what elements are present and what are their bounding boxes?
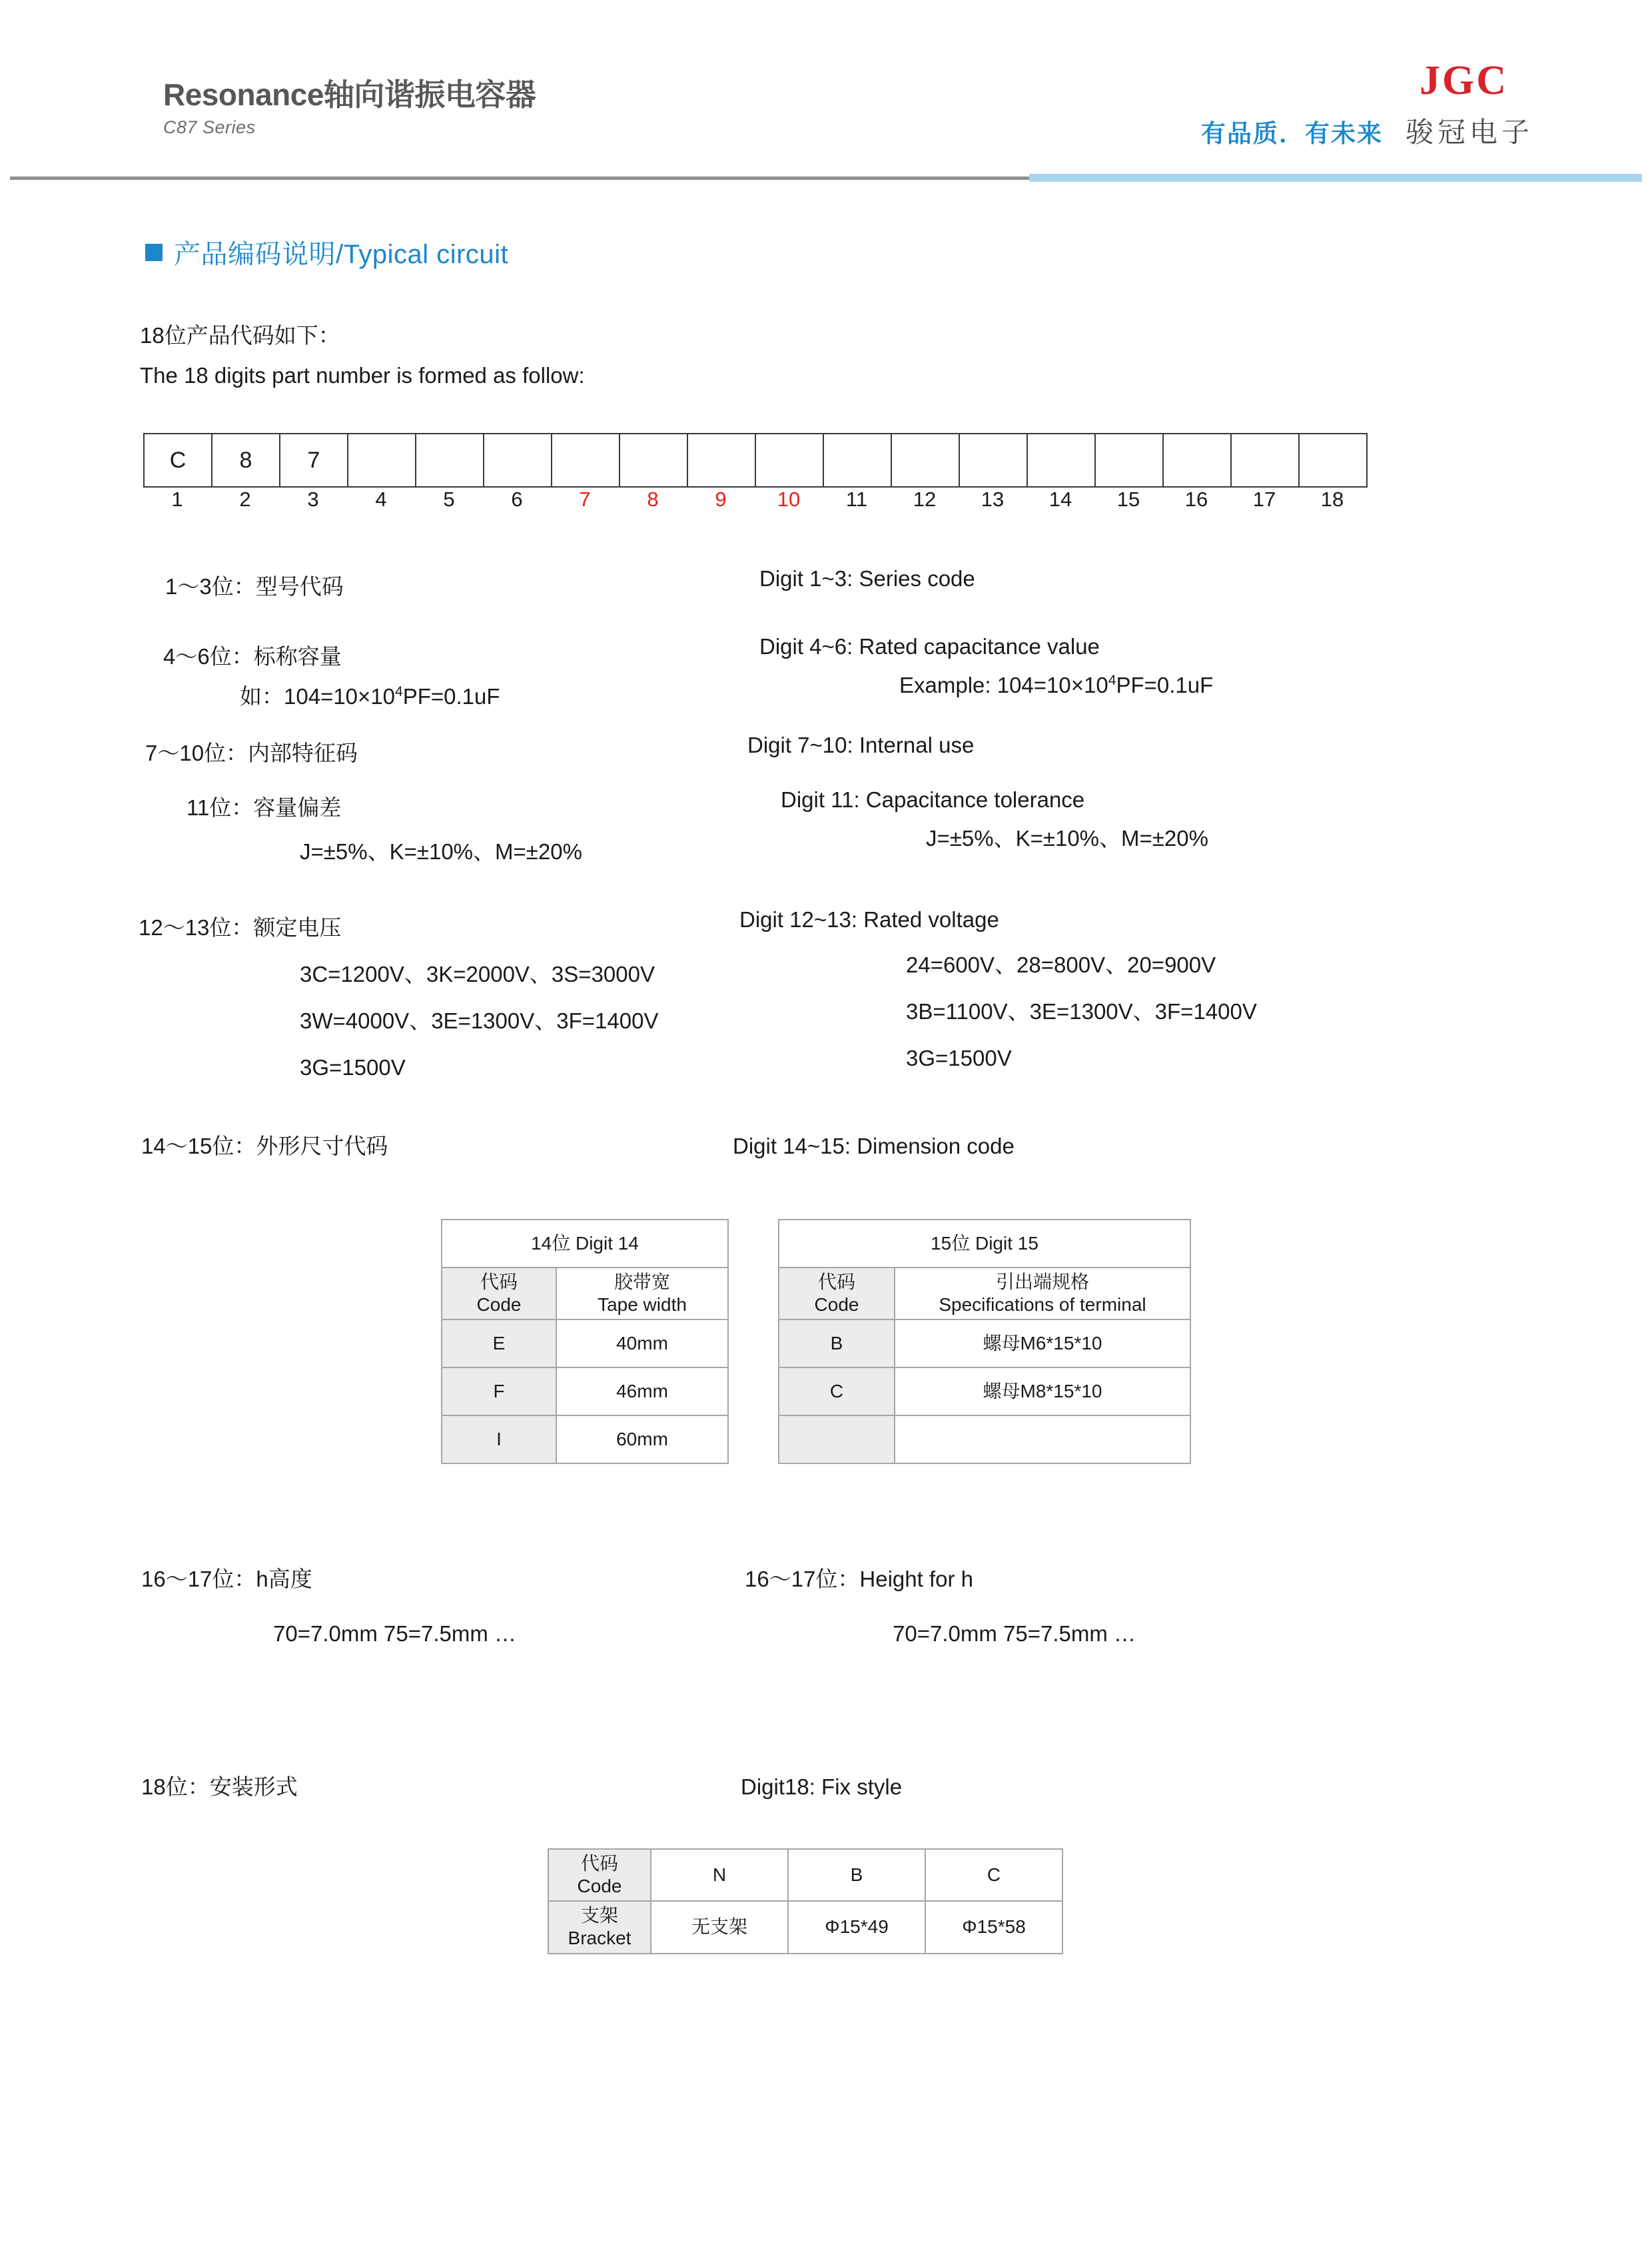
part-number-cell-9[interactable] xyxy=(688,434,756,486)
desc-en-digits-4-6-example xyxy=(899,671,1213,699)
cell-code xyxy=(779,1415,895,1463)
part-number-cell-2[interactable]: 8 xyxy=(212,434,280,486)
desc-en-digits-7-10: Digit 7~10: Internal use xyxy=(747,733,975,757)
desc-cn-digits-16-17: 16～17位：h高度 xyxy=(141,1567,312,1591)
table-digit18-row-label xyxy=(548,1901,651,1953)
part-number-cell-11[interactable] xyxy=(824,434,892,486)
part-number-cell-5[interactable] xyxy=(416,434,484,486)
part-number-cell-15[interactable] xyxy=(1096,434,1164,486)
desc-en-digits-4-6: Digit 4~6: Rated capacitance value xyxy=(759,634,1100,659)
part-number-cell-10[interactable] xyxy=(756,434,824,486)
desc-cn-digit-18: 18位：安装形式 xyxy=(141,1774,298,1799)
cell-code: E xyxy=(442,1319,556,1367)
header-title-block xyxy=(163,79,536,138)
table-digit14-title: 14位 Digit 14 xyxy=(442,1220,728,1268)
header-code-cn: 代码 xyxy=(580,1853,618,1874)
table-digit18-header-code xyxy=(548,1849,651,1901)
cell-code: B xyxy=(779,1319,895,1367)
part-number-cell-8[interactable] xyxy=(620,434,688,486)
example-cn-suffix: PF=0.1uF xyxy=(402,684,500,709)
part-number-cell-13[interactable] xyxy=(960,434,1028,486)
digit-label-6: 6 xyxy=(511,488,523,511)
desc-cn-digits-7-10: 7～10位：内部特征码 xyxy=(145,741,358,765)
cell-code: B xyxy=(788,1849,925,1901)
table-digit15-header-code xyxy=(779,1268,895,1319)
table-row xyxy=(548,1901,1062,1953)
desc-cn-digits-1-3: 1～3位：型号代码 xyxy=(165,574,344,599)
cell-value: 无支架 xyxy=(651,1901,788,1953)
table-digit14-header-value xyxy=(556,1268,728,1319)
digit-label-4: 4 xyxy=(375,488,387,511)
intro-text-cn: 18位产品代码如下： xyxy=(140,323,340,348)
cell-code: C xyxy=(925,1849,1062,1901)
header-code-cn: 代码 xyxy=(817,1272,855,1292)
table-row-header xyxy=(548,1849,1062,1901)
example-en-exponent: 4 xyxy=(1108,673,1116,688)
digit-label-5: 5 xyxy=(443,488,455,511)
desc-cn-digits-12-13: 12～13位：额定电压 xyxy=(139,915,342,940)
cell-code: C xyxy=(779,1367,895,1415)
header-code-en: Code xyxy=(814,1294,859,1315)
desc-cn-digits-12-13-line1: 3C=1200V、3K=2000V、3S=3000V xyxy=(300,962,655,986)
part-number-cell-16[interactable] xyxy=(1164,434,1232,486)
desc-en-digits-16-17: 16～17位：Height for h xyxy=(745,1567,974,1591)
table-row-title xyxy=(442,1220,728,1268)
table-digit-14 xyxy=(441,1219,729,1464)
table-row-title xyxy=(779,1220,1190,1268)
page-title: Resonance轴向谐振电容器 xyxy=(163,77,536,112)
table-row xyxy=(779,1367,1190,1415)
cell-value: 螺母M6*15*10 xyxy=(895,1319,1190,1367)
cell-value: 40mm xyxy=(556,1319,728,1367)
cell-value: Φ15*49 xyxy=(788,1901,925,1953)
example-cn-prefix: 如：104=10×10 xyxy=(240,684,396,709)
table-row xyxy=(442,1319,728,1367)
desc-en-digits-16-17-values: 70=7.0mm 75=7.5mm … xyxy=(893,1621,1136,1646)
header-code-en: Code xyxy=(577,1876,622,1897)
row-label-cn: 支架 xyxy=(580,1905,618,1926)
table-digit14-header-code xyxy=(442,1268,556,1319)
cell-value xyxy=(895,1415,1190,1463)
header-rule-gray xyxy=(10,177,1029,180)
desc-en-digit-11-values: J=±5%、K=±10%、M=±20% xyxy=(926,826,1208,851)
cell-code: F xyxy=(442,1367,556,1415)
example-en-suffix: PF=0.1uF xyxy=(1116,673,1214,697)
part-number-cell-1[interactable]: C xyxy=(145,434,212,486)
desc-en-digits-12-13: Digit 12~13: Rated voltage xyxy=(739,907,999,932)
table-digit-15 xyxy=(778,1219,1191,1464)
digit-label-8: 8 xyxy=(647,488,659,511)
cell-value: 46mm xyxy=(556,1367,728,1415)
digit-position-labels xyxy=(143,488,1366,512)
desc-cn-digits-4-6: 4～6位：标称容量 xyxy=(163,644,342,669)
header-rule-blue xyxy=(1029,174,1642,182)
table-digit-18 xyxy=(548,1848,1063,1954)
digit-label-14: 14 xyxy=(1048,488,1072,511)
desc-cn-digit-11: 11位：容量偏差 xyxy=(187,795,342,820)
desc-en-digits-12-13-line1: 24=600V、28=800V、20=900V xyxy=(906,952,1216,977)
part-number-cell-17[interactable] xyxy=(1232,434,1300,486)
desc-cn-digits-16-17-values: 70=7.0mm 75=7.5mm … xyxy=(273,1621,516,1646)
desc-cn-digits-14-15: 14～15位：外形尺寸代码 xyxy=(141,1134,388,1158)
digit-label-2: 2 xyxy=(239,488,251,511)
table-row-header xyxy=(779,1268,1190,1319)
digit-label-1: 1 xyxy=(171,488,183,511)
digit-label-18: 18 xyxy=(1320,488,1344,511)
digit-label-17: 17 xyxy=(1252,488,1276,511)
digit-label-11: 11 xyxy=(845,488,868,511)
part-number-cell-7[interactable] xyxy=(552,434,620,486)
desc-cn-digits-4-6-example xyxy=(240,683,500,710)
table-row-header xyxy=(442,1268,728,1319)
header-value-cn: 引出端规格 xyxy=(995,1272,1089,1292)
header-value-en: Tape width xyxy=(598,1294,687,1315)
cell-code: I xyxy=(442,1415,556,1463)
table-digit15-title: 15位 Digit 15 xyxy=(779,1220,1190,1268)
brand-tagline-row xyxy=(1201,111,1533,151)
desc-en-digits-12-13-line2: 3B=1100V、3E=1300V、3F=1400V xyxy=(906,999,1257,1024)
table-row xyxy=(779,1415,1190,1463)
part-number-cell-4[interactable] xyxy=(348,434,416,486)
page-subtitle: C87 Series xyxy=(163,117,256,138)
table-row xyxy=(442,1415,728,1463)
table-digit15-header-value xyxy=(895,1268,1190,1319)
cell-code: N xyxy=(651,1849,788,1901)
desc-en-digit-18: Digit18: Fix style xyxy=(741,1774,903,1799)
desc-cn-digit-11-values: J=±5%、K=±10%、M=±20% xyxy=(300,839,582,864)
header-code-cn: 代码 xyxy=(480,1272,518,1292)
company-logo: JGC xyxy=(1420,58,1508,103)
example-cn-exponent: 4 xyxy=(395,684,403,699)
row-label-en: Bracket xyxy=(568,1928,631,1949)
digit-label-7: 7 xyxy=(579,488,591,511)
brand-block xyxy=(1201,60,1533,151)
desc-en-digits-12-13-line3: 3G=1500V xyxy=(906,1046,1012,1070)
bullet-square-icon xyxy=(145,244,163,261)
desc-cn-digits-12-13-line2: 3W=4000V、3E=1300V、3F=1400V xyxy=(300,1008,659,1033)
part-number-cell-12[interactable] xyxy=(892,434,960,486)
part-number-cell-3[interactable]: 7 xyxy=(280,434,348,486)
digit-label-13: 13 xyxy=(981,488,1005,511)
desc-cn-digits-12-13-line3: 3G=1500V xyxy=(300,1055,406,1080)
cell-value: 60mm xyxy=(556,1415,728,1463)
section-heading-label: 产品编码说明/Typical circuit xyxy=(174,240,509,269)
page-header xyxy=(0,0,1652,181)
desc-en-digits-14-15: Digit 14~15: Dimension code xyxy=(733,1134,1015,1158)
brand-slogan: 有品质．有未来 xyxy=(1200,120,1383,147)
header-value-cn: 胶带宽 xyxy=(614,1272,670,1292)
part-number-cell-18[interactable] xyxy=(1300,434,1368,486)
desc-en-digits-1-3: Digit 1~3: Series code xyxy=(759,566,975,591)
header-code-en: Code xyxy=(476,1294,522,1315)
section-heading xyxy=(145,233,508,271)
digit-label-15: 15 xyxy=(1116,488,1140,511)
table-row xyxy=(779,1319,1190,1367)
digit-label-16: 16 xyxy=(1184,488,1208,511)
part-number-cell-6[interactable] xyxy=(484,434,552,486)
intro-text-en: The 18 digits part number is formed as follow: xyxy=(140,363,585,388)
digit-label-10: 10 xyxy=(777,488,801,511)
company-name-cn: 骏冠电子 xyxy=(1405,117,1533,148)
example-en-prefix: Example: 104=10×10 xyxy=(899,673,1108,697)
part-number-cell-14[interactable] xyxy=(1028,434,1096,486)
digit-label-12: 12 xyxy=(913,488,937,511)
cell-value: Φ15*58 xyxy=(925,1901,1062,1953)
part-number-grid xyxy=(143,433,1368,488)
table-row xyxy=(442,1367,728,1415)
digit-label-3: 3 xyxy=(307,488,319,511)
header-value-en: Specifications of terminal xyxy=(939,1294,1146,1315)
digit-label-9: 9 xyxy=(715,488,727,511)
cell-value: 螺母M8*15*10 xyxy=(895,1367,1190,1415)
desc-en-digit-11: Digit 11: Capacitance tolerance xyxy=(781,787,1085,812)
